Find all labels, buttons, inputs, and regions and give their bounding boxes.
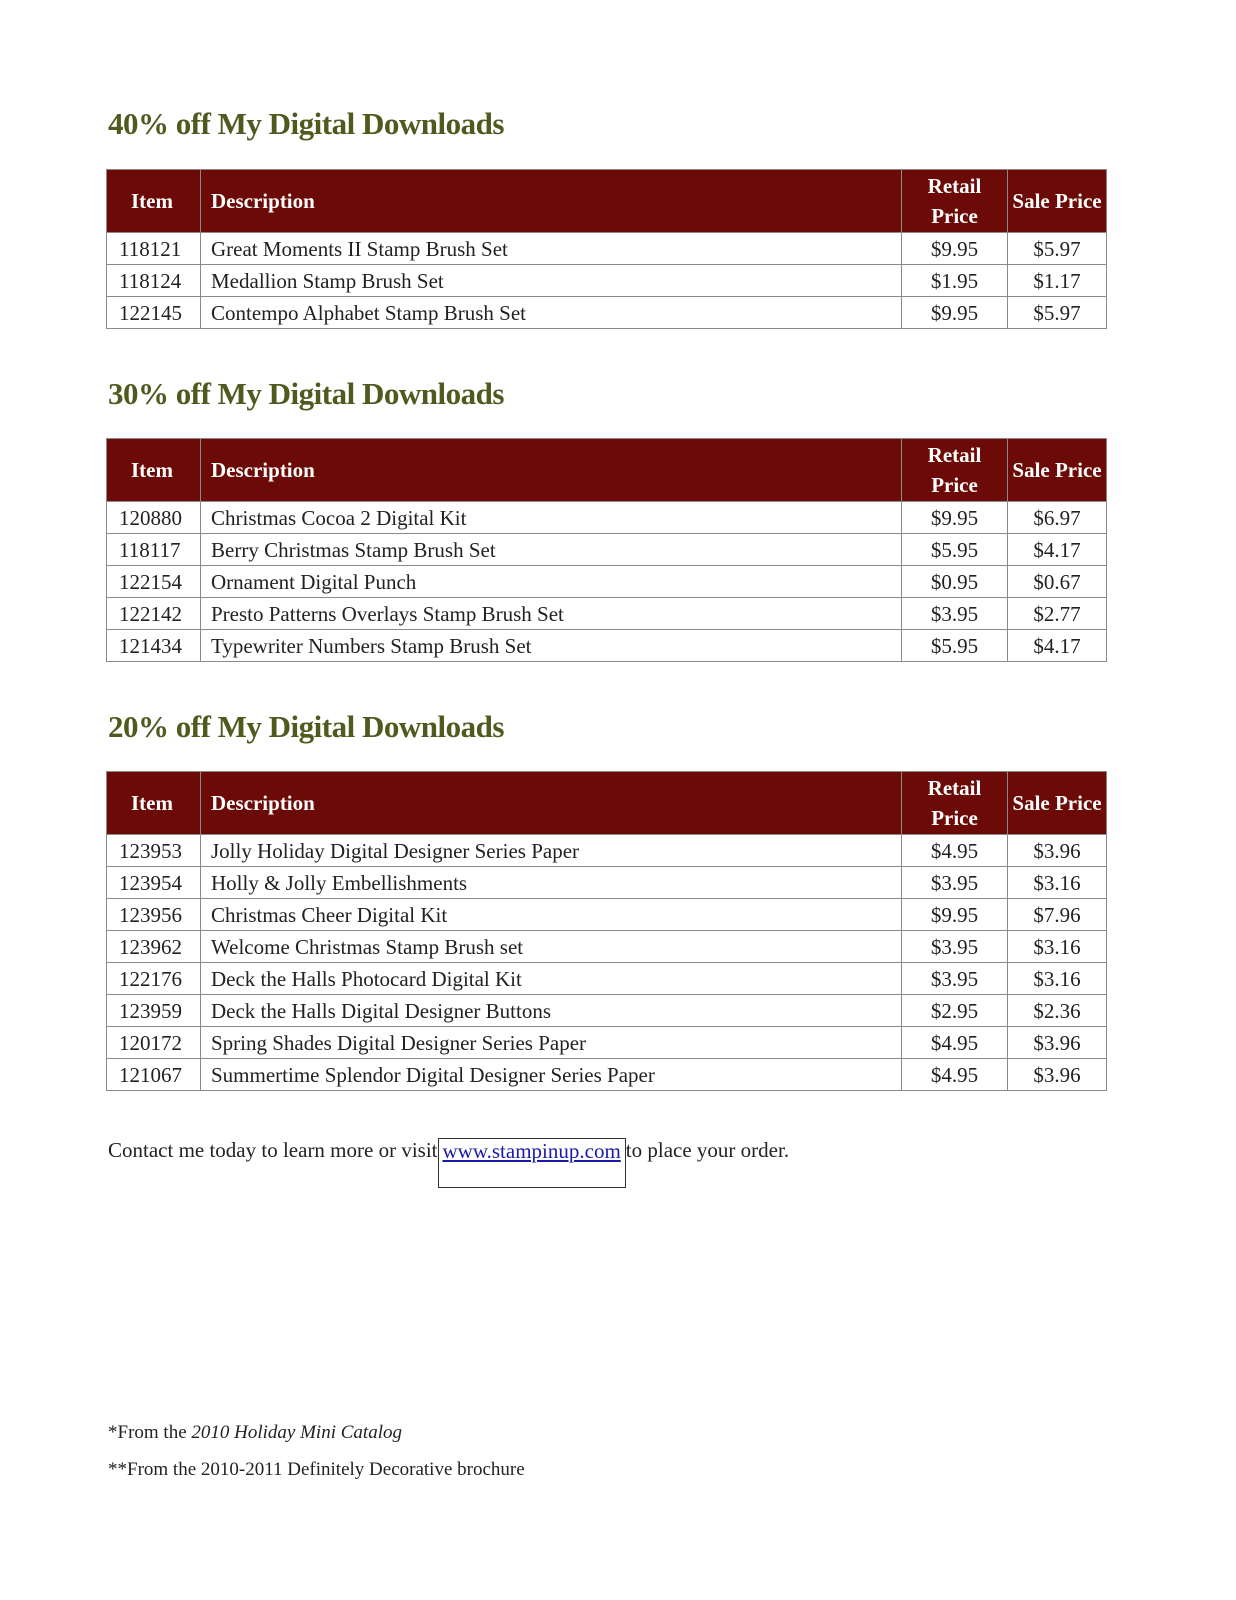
item-number-cell: 123953: [107, 835, 201, 867]
sale-price-cell: $3.96: [1008, 835, 1107, 867]
header-retail-price: Retail Price: [902, 170, 1008, 233]
header-description: Description: [201, 439, 902, 502]
sale-price-cell: $1.17: [1008, 265, 1107, 297]
description-cell: Christmas Cheer Digital Kit: [201, 899, 902, 931]
table-row: [107, 835, 1107, 867]
retail-price-cell: $5.95: [902, 630, 1008, 662]
table-row: [107, 566, 1107, 598]
item-number-cell: 122142: [107, 598, 201, 630]
table-row: [107, 297, 1107, 329]
header-description: Description: [201, 170, 902, 233]
description-cell: Contempo Alphabet Stamp Brush Set: [201, 297, 902, 329]
table-row: [107, 233, 1107, 265]
table-row: [107, 598, 1107, 630]
sale-price-cell: $3.96: [1008, 1027, 1107, 1059]
table-header-row: [107, 170, 1107, 233]
item-number-cell: 122145: [107, 297, 201, 329]
description-cell: Typewriter Numbers Stamp Brush Set: [201, 630, 902, 662]
description-cell: Summertime Splendor Digital Designer Series Paper: [201, 1059, 902, 1091]
retail-price-cell: $3.95: [902, 598, 1008, 630]
description-cell: Christmas Cocoa 2 Digital Kit: [201, 502, 902, 534]
sale-price-cell: $3.16: [1008, 867, 1107, 899]
retail-price-cell: $4.95: [902, 1027, 1008, 1059]
link-box: [438, 1138, 626, 1188]
retail-price-cell: $4.95: [902, 835, 1008, 867]
retail-price-cell: $0.95: [902, 566, 1008, 598]
description-cell: Berry Christmas Stamp Brush Set: [201, 534, 902, 566]
table-row: [107, 931, 1107, 963]
retail-price-cell: $1.95: [902, 265, 1008, 297]
footnote-catalog-title: 2010 Holiday Mini Catalog: [191, 1422, 402, 1443]
table-row: [107, 867, 1107, 899]
description-cell: Deck the Halls Digital Designer Buttons: [201, 995, 902, 1027]
section-title-20: 20% off My Digital Downloads: [108, 709, 504, 744]
table-row: [107, 1059, 1107, 1091]
header-item: Item: [107, 439, 201, 502]
sale-price-cell: $0.67: [1008, 566, 1107, 598]
table-row: [107, 265, 1107, 297]
header-retail-price: Retail Price: [902, 439, 1008, 502]
item-number-cell: 122154: [107, 566, 201, 598]
table-row: [107, 630, 1107, 662]
section-title-30: 30% off My Digital Downloads: [108, 376, 504, 411]
sale-price-cell: $3.16: [1008, 963, 1107, 995]
retail-price-cell: $2.95: [902, 995, 1008, 1027]
retail-price-cell: $5.95: [902, 534, 1008, 566]
table-header-row: [107, 772, 1107, 835]
header-description: Description: [201, 772, 902, 835]
table-row: [107, 963, 1107, 995]
contact-text-before: Contact me today to learn more or visit: [108, 1138, 438, 1162]
table-row: [107, 899, 1107, 931]
item-number-cell: 118124: [107, 265, 201, 297]
header-retail-price: Retail Price: [902, 772, 1008, 835]
table-row: [107, 1027, 1107, 1059]
table-row: [107, 995, 1107, 1027]
description-cell: Ornament Digital Punch: [201, 566, 902, 598]
contact-line: [108, 1138, 789, 1188]
footnote-prefix: *From the: [108, 1422, 187, 1443]
item-number-cell: 120880: [107, 502, 201, 534]
description-cell: Deck the Halls Photocard Digital Kit: [201, 963, 902, 995]
sale-price-cell: $3.16: [1008, 931, 1107, 963]
sale-price-cell: $4.17: [1008, 534, 1107, 566]
item-number-cell: 118117: [107, 534, 201, 566]
footnote-holiday-catalog: [108, 1422, 402, 1444]
sale-price-cell: $5.97: [1008, 297, 1107, 329]
retail-price-cell: $9.95: [902, 502, 1008, 534]
retail-price-cell: $9.95: [902, 899, 1008, 931]
item-number-cell: 123954: [107, 867, 201, 899]
description-cell: Medallion Stamp Brush Set: [201, 265, 902, 297]
table-row: [107, 502, 1107, 534]
description-cell: Welcome Christmas Stamp Brush set: [201, 931, 902, 963]
item-number-cell: 123962: [107, 931, 201, 963]
item-number-cell: 123956: [107, 899, 201, 931]
table-header-row: [107, 439, 1107, 502]
price-table-20: [106, 771, 1107, 1091]
header-sale-price: Sale Price: [1008, 772, 1107, 835]
price-table-40: [106, 169, 1107, 329]
header-item: Item: [107, 772, 201, 835]
sale-price-cell: $5.97: [1008, 233, 1107, 265]
sale-price-cell: $6.97: [1008, 502, 1107, 534]
item-number-cell: 121434: [107, 630, 201, 662]
footnote-decorative-brochure: **From the 2010-2011 Definitely Decorative brochure: [108, 1459, 525, 1480]
sale-price-cell: $4.17: [1008, 630, 1107, 662]
item-number-cell: 121067: [107, 1059, 201, 1091]
item-number-cell: 122176: [107, 963, 201, 995]
item-number-cell: 120172: [107, 1027, 201, 1059]
item-number-cell: 118121: [107, 233, 201, 265]
sale-price-cell: $3.96: [1008, 1059, 1107, 1091]
description-cell: Spring Shades Digital Designer Series Paper: [201, 1027, 902, 1059]
retail-price-cell: $3.95: [902, 867, 1008, 899]
description-cell: Holly & Jolly Embellishments: [201, 867, 902, 899]
item-number-cell: 123959: [107, 995, 201, 1027]
section-title-40: 40% off My Digital Downloads: [108, 106, 504, 141]
header-item: Item: [107, 170, 201, 233]
retail-price-cell: $9.95: [902, 297, 1008, 329]
retail-price-cell: $4.95: [902, 1059, 1008, 1091]
table-row: [107, 534, 1107, 566]
price-table-30: [106, 438, 1107, 662]
contact-text-after: to place your order.: [625, 1138, 790, 1162]
retail-price-cell: $3.95: [902, 963, 1008, 995]
description-cell: Presto Patterns Overlays Stamp Brush Set: [201, 598, 902, 630]
header-sale-price: Sale Price: [1008, 170, 1107, 233]
stampinup-link[interactable]: www.stampinup.com: [442, 1139, 621, 1163]
description-cell: Jolly Holiday Digital Designer Series Paper: [201, 835, 902, 867]
description-cell: Great Moments II Stamp Brush Set: [201, 233, 902, 265]
retail-price-cell: $3.95: [902, 931, 1008, 963]
header-sale-price: Sale Price: [1008, 439, 1107, 502]
sale-price-cell: $7.96: [1008, 899, 1107, 931]
sale-price-cell: $2.77: [1008, 598, 1107, 630]
retail-price-cell: $9.95: [902, 233, 1008, 265]
sale-price-cell: $2.36: [1008, 995, 1107, 1027]
